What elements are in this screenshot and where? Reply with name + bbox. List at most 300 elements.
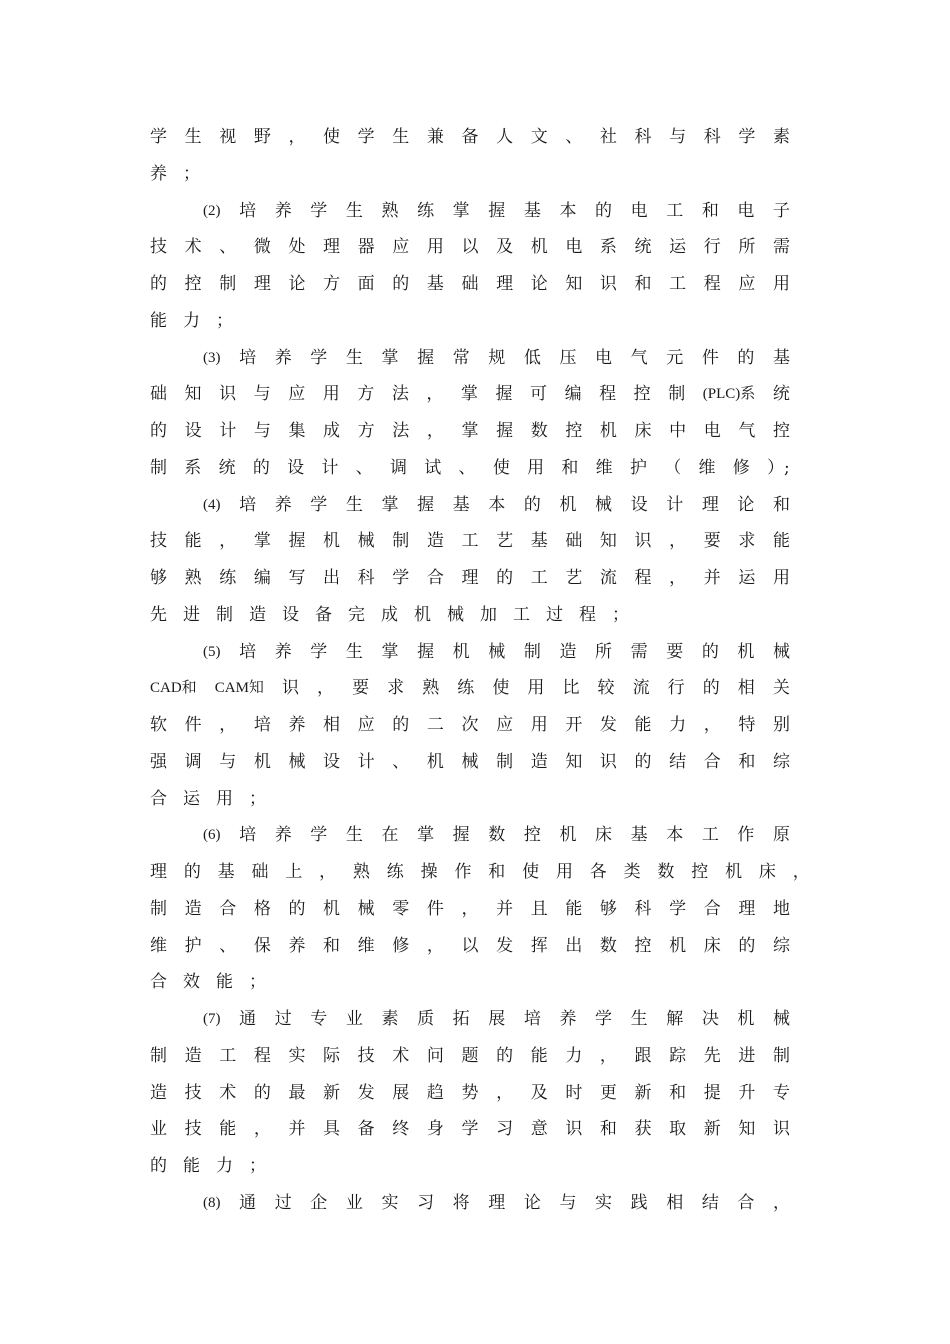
text-token: 培 [239, 347, 257, 368]
text-token: 微 [253, 237, 271, 258]
text-token: 零 [392, 898, 410, 919]
text-token: 需 [630, 641, 648, 662]
text-token: 调 [389, 457, 407, 478]
text-token: 维 [698, 457, 716, 478]
text-token: ， [599, 1045, 617, 1066]
text-token: 修 [392, 935, 410, 956]
text-token: 够 [150, 568, 167, 588]
text-token: 统 [218, 457, 236, 478]
text-token: 用 [555, 862, 573, 882]
text-token: 学 [310, 347, 328, 368]
text-token: 生 [184, 127, 202, 147]
text-token: 社 [599, 127, 617, 147]
text-token: 术 [219, 1082, 237, 1103]
text-token: 的 [738, 935, 756, 956]
text-token: 较 [597, 678, 615, 699]
item-number: (2) [203, 202, 221, 219]
text-token: 养 [150, 163, 167, 184]
text-token: 工 [666, 200, 684, 221]
text-token: 和 [323, 935, 341, 956]
text-token: 新 [323, 1082, 341, 1103]
text-token: 设 [184, 421, 202, 441]
text-token: 、 [219, 935, 237, 956]
text-token: 学 [150, 127, 167, 147]
text-token: 工 [669, 274, 687, 294]
text-token: 法 [392, 421, 410, 441]
text-token: 企 [310, 1192, 328, 1213]
text-token: 合 [150, 972, 167, 993]
text-token: 程 [599, 384, 617, 405]
text-token: 维 [150, 935, 167, 956]
text-token: ， [773, 1192, 790, 1213]
text-token: 机 [530, 237, 548, 258]
text-token: 控 [691, 862, 709, 882]
text-line [203, 820, 790, 850]
text-token: ， [219, 715, 237, 735]
text-token: 工 [530, 568, 548, 588]
text-token: ， [669, 531, 687, 552]
text-token: 识 [599, 274, 617, 294]
text-token: 常 [452, 347, 470, 368]
text-token: 握 [452, 825, 470, 846]
text-token: 维 [595, 457, 613, 478]
text-token: 地 [772, 898, 790, 919]
text-token: 论 [530, 274, 548, 294]
text-token: 用 [527, 678, 545, 699]
text-token: 更 [599, 1082, 617, 1103]
item-number: (3) [203, 349, 221, 366]
text-token: 力 [669, 715, 687, 735]
text-token: 人 [496, 127, 514, 147]
text-token: 新 [634, 1082, 652, 1103]
text-token: 、 [219, 237, 237, 258]
text-token: 练 [386, 862, 404, 882]
text-token: 备 [357, 1119, 375, 1140]
text-token: 和 [488, 862, 506, 882]
text-token: 先 [703, 1045, 721, 1066]
text-token: 挥 [530, 935, 548, 956]
text-token: 科 [634, 127, 652, 147]
text-token: 与 [219, 751, 237, 772]
text-token: 发 [357, 1082, 375, 1103]
text-token: 二 [426, 715, 444, 735]
text-token: 用 [530, 715, 548, 735]
text-token: 实 [595, 1192, 613, 1213]
text-token: 能 [216, 972, 233, 993]
text-token: 数 [530, 421, 548, 441]
text-token: 程 [253, 1045, 271, 1066]
text-token: 艺 [565, 568, 583, 588]
text-token: 处 [288, 237, 306, 258]
text-token: ， [426, 384, 444, 405]
text-token: ； [216, 310, 233, 331]
text-token: 格 [253, 898, 271, 919]
text-token: 次 [461, 715, 479, 735]
text-token: 使 [492, 457, 510, 478]
text-token: 握 [488, 200, 506, 221]
text-token: 专 [772, 1082, 790, 1103]
text-token: 养 [274, 494, 292, 515]
text-token: 调 [184, 751, 202, 772]
text-token: 培 [239, 641, 257, 662]
text-token: 学 [669, 898, 687, 919]
text-token: 技 [150, 237, 167, 258]
text-token: 相 [666, 1192, 684, 1213]
text-token: ， [219, 531, 237, 552]
text-token: 技 [184, 1082, 202, 1103]
text-token: 熟 [381, 200, 399, 221]
text-token: 机 [559, 494, 577, 515]
text-token: 使 [522, 862, 540, 882]
text-token: 效 [183, 972, 200, 993]
text-token: 求 [387, 678, 405, 699]
text-token: 电 [737, 200, 755, 221]
text-token: ； [612, 604, 629, 625]
text-token: 并 [288, 1119, 306, 1140]
text-token: 计 [219, 421, 237, 441]
text-token: 基 [217, 862, 235, 882]
text-token: 开 [565, 715, 583, 735]
text-token: 、 [355, 457, 373, 478]
item-number: (7) [203, 1011, 221, 1027]
text-token: 升 [738, 1082, 756, 1103]
text-token: 践 [630, 1192, 648, 1213]
text-line [203, 490, 790, 520]
text-token: 程 [703, 274, 721, 294]
text-token: 合 [737, 1192, 755, 1213]
text-token: 力 [216, 1156, 233, 1176]
text-token: 机 [559, 825, 577, 846]
text-token: 设 [287, 457, 305, 478]
text-token: 械 [488, 641, 506, 662]
text-token: 业 [150, 1119, 167, 1140]
text-token: 掌 [253, 531, 271, 552]
text-token: 、 [458, 457, 476, 478]
text-line [150, 710, 790, 740]
text-token: 计 [321, 457, 339, 478]
text-token: 、 [565, 127, 583, 147]
text-token: 科 [634, 898, 652, 919]
text-token: 与 [559, 1192, 577, 1213]
text-token: 行 [703, 237, 721, 258]
text-token: 造 [249, 604, 266, 625]
text-token: 作 [454, 862, 472, 882]
text-token: 用 [772, 568, 790, 588]
text-token: 并 [496, 898, 514, 919]
text-token: 养 [288, 935, 306, 956]
text-token: 能 [184, 531, 202, 552]
text-token: 程 [634, 568, 652, 588]
text-token: 能 [634, 715, 652, 735]
text-token: 础 [461, 274, 479, 294]
text-token: ， [253, 1119, 271, 1140]
text-token: 应 [392, 237, 410, 258]
text-token: 方 [323, 274, 341, 294]
text-token: 件 [426, 898, 444, 919]
text-line [150, 269, 790, 299]
text-token: 制 [523, 641, 541, 662]
text-token: 结 [701, 1192, 719, 1213]
text-token: 的 [253, 1082, 271, 1103]
text-token: 生 [345, 641, 363, 662]
text-line [150, 453, 790, 483]
text-token: 要 [666, 641, 684, 662]
text-token: 知 [565, 751, 583, 772]
text-token: 类 [623, 862, 641, 882]
text-token: 程 [579, 604, 596, 625]
text-token: 造 [559, 641, 577, 662]
text-token: 以 [461, 237, 479, 258]
text-token: ， [792, 862, 810, 882]
text-line [150, 673, 790, 703]
text-token: 实 [381, 1192, 399, 1213]
text-token: 获 [634, 1119, 652, 1140]
text-token: 软 [150, 715, 167, 735]
text-token: 生 [345, 347, 363, 368]
text-token: 制 [668, 384, 686, 405]
text-token: 设 [630, 494, 648, 515]
text-token: 学 [357, 127, 375, 147]
text-token: ， [703, 715, 721, 735]
text-token: 计 [357, 751, 375, 772]
text-token: 知 [738, 1119, 756, 1140]
text-token: 学 [595, 1009, 613, 1029]
text-line [203, 1004, 790, 1034]
text-token: 控 [184, 274, 202, 294]
text-line [150, 784, 790, 814]
text-token: 以 [461, 935, 479, 956]
text-token: 合 [703, 751, 721, 772]
text-token: 能 [183, 1156, 200, 1176]
text-token: 决 [701, 1009, 719, 1029]
text-token: 应 [738, 274, 756, 294]
text-token: 数 [488, 825, 506, 846]
text-token: 合 [426, 568, 444, 588]
text-token: 修 [732, 457, 750, 478]
text-token: 知 [599, 531, 617, 552]
text-token: 出 [565, 935, 583, 956]
text-token: 过 [546, 604, 563, 625]
text-token: 练 [417, 200, 435, 221]
text-token: 培 [239, 825, 257, 846]
text-token: 综 [772, 935, 790, 956]
text-token: 知 [184, 384, 202, 405]
text-token: 拓 [452, 1009, 470, 1029]
text-token: 新 [703, 1119, 721, 1140]
text-token: 控 [633, 384, 651, 405]
text-token: 识 [634, 531, 652, 552]
text-token: 识 [219, 384, 237, 405]
text-token: 势 [461, 1082, 479, 1103]
text-token: 熟 [184, 568, 202, 588]
text-token: 最 [288, 1082, 306, 1103]
text-token: （ [664, 457, 682, 478]
text-token: 所 [595, 641, 613, 662]
text-token: 要 [703, 531, 721, 552]
text-token: 展 [488, 1009, 506, 1029]
text-token: 进 [738, 1045, 756, 1066]
text-token: 养 [274, 347, 292, 368]
text-token: 握 [496, 421, 514, 441]
text-token: 学 [461, 1119, 479, 1140]
text-token: 视 [219, 127, 237, 147]
text-token: 用 [216, 788, 233, 809]
text-token: 低 [523, 347, 541, 368]
text-token: 的 [496, 1045, 514, 1066]
text-token: 技 [184, 1119, 202, 1140]
text-token: 机 [725, 862, 743, 882]
text-token: 学 [310, 641, 328, 662]
text-token: 床 [634, 421, 652, 441]
text-token: 电 [630, 200, 648, 221]
text-line [150, 1151, 790, 1181]
text-token: 能 [219, 1119, 237, 1140]
text-token: 养 [288, 715, 306, 735]
text-token: 进 [183, 604, 200, 625]
text-line [150, 526, 790, 556]
text-token: 与 [253, 421, 271, 441]
text-token: 能 [772, 531, 790, 552]
text-line [150, 159, 790, 189]
text-token: 工 [219, 1045, 237, 1066]
text-token: 制 [150, 457, 167, 478]
text-token: 制 [219, 274, 237, 294]
text-token: 压 [559, 347, 577, 368]
text-token: 和 [738, 751, 756, 772]
text-token: 趋 [426, 1082, 444, 1103]
text-token: 子 [773, 200, 790, 221]
text-token: 的 [150, 421, 167, 441]
text-token: 题 [461, 1045, 479, 1066]
text-token: 理 [701, 494, 719, 515]
text-token: 出 [323, 568, 341, 588]
text-token: 应 [357, 715, 375, 735]
text-token: 备 [461, 127, 479, 147]
text-token: 运 [669, 237, 687, 258]
text-token: 写 [288, 568, 306, 588]
text-token: 机 [452, 641, 470, 662]
text-token: 用 [772, 274, 790, 294]
text-token: 论 [737, 494, 755, 515]
text-token: 制 [496, 751, 514, 772]
text-token: 件 [184, 715, 202, 735]
text-token: 先 [150, 604, 167, 625]
text-token: 和 [634, 274, 652, 294]
text-token: 基 [530, 531, 548, 552]
text-token: 运 [738, 568, 756, 588]
text-token: 和 [669, 1082, 687, 1103]
text-line [150, 747, 790, 777]
text-token: 生 [345, 200, 363, 221]
text-token: 作 [737, 825, 755, 846]
text-line [150, 600, 790, 630]
text-token: 野 [253, 127, 271, 147]
text-token: 造 [530, 751, 548, 772]
text-token: 的 [595, 200, 613, 221]
text-token: 发 [496, 935, 514, 956]
text-token: 将 [452, 1192, 470, 1213]
text-token: ， [461, 898, 479, 919]
text-token: 械 [357, 531, 375, 552]
text-token: 本 [559, 200, 577, 221]
text-token: 能 [565, 898, 583, 919]
text-token: 控 [634, 935, 652, 956]
text-token: 与 [669, 127, 687, 147]
text-token: 设 [323, 751, 341, 772]
text-token: 身 [426, 1119, 444, 1140]
text-token: 工 [701, 825, 719, 846]
text-token: 运 [183, 788, 200, 809]
text-token: 理 [150, 862, 167, 882]
text-line [150, 1041, 790, 1071]
text-token: 合 [219, 898, 237, 919]
text-token: 基 [452, 494, 470, 515]
text-token: 意 [530, 1119, 548, 1140]
text-token: 械 [773, 641, 790, 662]
text-token: ， [669, 568, 687, 588]
text-token: 本 [488, 494, 506, 515]
text-token: 制 [150, 1045, 167, 1066]
text-token: 试 [424, 457, 442, 478]
text-token: 相 [737, 678, 755, 699]
text-token: 机 [737, 1009, 755, 1029]
text-token: 够 [599, 898, 617, 919]
text-token: 系 [184, 457, 202, 478]
text-token: 数 [657, 862, 675, 882]
text-token: 数 [599, 935, 617, 956]
text-token: 习 [417, 1192, 435, 1213]
text-token: 床 [703, 935, 721, 956]
text-token: 应 [496, 715, 514, 735]
text-token: 并 [703, 568, 721, 588]
text-line [150, 306, 790, 336]
text-token: 方 [357, 384, 375, 405]
text-token: 学 [392, 568, 410, 588]
text-token: 造 [426, 531, 444, 552]
text-token: 练 [219, 568, 237, 588]
text-token: 造 [184, 1045, 202, 1066]
text-token: 流 [599, 568, 617, 588]
text-token: 发 [599, 715, 617, 735]
text-token: 统 [634, 237, 652, 258]
text-token: ， [317, 678, 335, 699]
text-token: 论 [288, 274, 306, 294]
text-token: 强 [150, 751, 167, 772]
text-line [150, 894, 790, 924]
text-token: 维 [357, 935, 375, 956]
text-token: 成 [381, 604, 398, 625]
text-token: 本 [666, 825, 684, 846]
text-token: 和 [773, 494, 790, 515]
text-token: 提 [703, 1082, 721, 1103]
text-token: 和 [701, 200, 719, 221]
text-token: 机 [253, 751, 271, 772]
text-token: 面 [357, 274, 375, 294]
text-token: 科 [357, 568, 375, 588]
text-token: 机 [323, 898, 341, 919]
text-token: 中 [669, 421, 687, 441]
text-token: 气 [630, 347, 648, 368]
text-token: 电 [703, 421, 721, 441]
text-token: 规 [488, 347, 506, 368]
text-token: 过 [274, 1192, 292, 1213]
text-token: 握 [417, 347, 435, 368]
text-token: 流 [632, 678, 650, 699]
text-token: CAM知 [214, 680, 264, 697]
text-token: 制 [392, 531, 410, 552]
text-token: 础 [565, 531, 583, 552]
text-token: 业 [345, 1192, 363, 1213]
